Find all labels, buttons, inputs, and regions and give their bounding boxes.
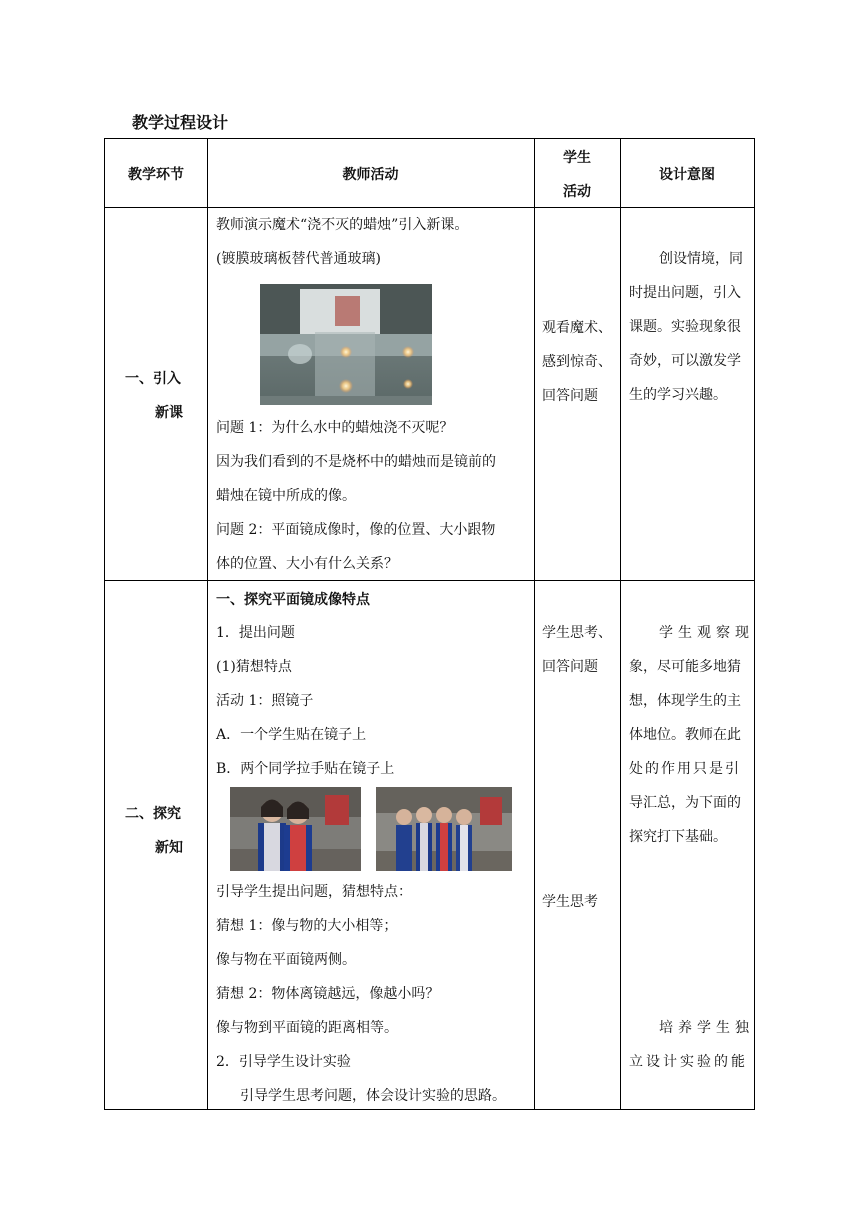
row2-student-line: 学生思考 [542, 894, 598, 910]
row2-intent-line: 导汇总，为下面的 [629, 795, 741, 811]
row2-teacher-line: (1)猜想特点 [216, 659, 292, 675]
column-divider [207, 139, 208, 1109]
row1-teacher-line: 教师演示魔术“浇不灭的蜡烛”引入新课。 [216, 217, 469, 233]
row2-teacher-line: 活动 1：照镜子 [216, 693, 314, 709]
row2-teacher-line: 像与物到平面镜的距离相等。 [216, 1020, 398, 1036]
row1-teacher-line: 问题 2：平面镜成像时，像的位置、大小跟物 [216, 522, 496, 538]
row1-teacher-line: 蜡烛在镜中所成的像。 [216, 488, 356, 504]
column-divider [620, 139, 621, 1109]
row1-teacher-line: (镀膜玻璃板替代普通玻璃) [216, 251, 381, 267]
page-title: 教学过程设计 [132, 113, 229, 132]
row1-intent-line: 课题。实验现象很 [629, 319, 741, 335]
row2-teacher-line: 猜想 2：物体离镜越远，像越小吗？ [216, 986, 440, 1002]
row2-intent-line: 象，尽可能多地猜 [629, 659, 741, 675]
row2-intent-line: 立设计实验的能 [629, 1054, 748, 1070]
row1-intent-line: 奇妙，可以激发学 [629, 353, 741, 369]
mirror-activity-photo-two-students [376, 787, 512, 871]
row2-stage-line1: 二、探究 [125, 806, 181, 822]
row2-teacher-line: 2．引导学生设计实验 [216, 1054, 351, 1070]
row2-stage-line2: 新知 [155, 840, 183, 856]
row1-intent-line: 创设情境，同 [659, 251, 743, 267]
mirror-activity-photo-one-student [230, 787, 361, 871]
row2-teacher-line: B．两个同学拉手贴在镜子上 [216, 761, 395, 777]
header-teacher-activity: 教师活动 [342, 167, 399, 183]
row1-intent-line: 生的学习兴趣。 [629, 387, 727, 403]
row1-teacher-line: 体的位置、大小有什么关系？ [216, 556, 398, 572]
header-student-activity-line1: 学生 [563, 150, 591, 166]
header-design-intent: 设计意图 [659, 167, 715, 183]
row2-teacher-line: 1．提出问题 [216, 625, 295, 641]
row2-teacher-line: 猜想 1：像与物的大小相等； [216, 918, 398, 934]
row1-intent-line: 时提出问题，引入 [629, 285, 741, 301]
row2-student-line: 学生思考、 [542, 625, 612, 641]
row1-student-line: 回答问题 [542, 388, 598, 404]
row2-intent-line: 处的作用只是引 [629, 761, 741, 777]
row2-section-heading: 一、探究平面镜成像特点 [216, 592, 370, 608]
row2-intent-line: 想，体现学生的主 [629, 693, 741, 709]
row2-teacher-line: A．一个学生贴在镜子上 [216, 727, 367, 743]
row2-intent-line: 学生观察现 [659, 625, 754, 641]
row2-intent-line: 培养学生独 [659, 1020, 754, 1036]
row1-student-line: 观看魔术、 [542, 320, 612, 336]
header-stage: 教学环节 [128, 167, 184, 183]
row1-stage-line1: 一、引入 [125, 371, 181, 387]
candle-experiment-photo [260, 284, 432, 405]
row1-teacher-line: 问题 1：为什么水中的蜡烛浇不灭呢？ [216, 420, 454, 436]
row-divider [105, 580, 754, 581]
header-student-activity-line2: 活动 [563, 184, 591, 200]
row2-student-line: 回答问题 [542, 659, 598, 675]
row2-teacher-line: 像与物在平面镜两侧。 [216, 952, 356, 968]
row2-intent-line: 体地位。教师在此 [629, 727, 741, 743]
row1-stage-line2: 新课 [155, 405, 183, 421]
row1-teacher-line: 因为我们看到的不是烧杯中的蜡烛而是镜前的 [216, 454, 496, 470]
lesson-design-table [104, 138, 755, 1110]
row1-student-line: 感到惊奇、 [542, 354, 612, 370]
row2-teacher-line: 引导学生提出问题，猜想特点： [216, 884, 412, 900]
column-divider [534, 139, 535, 1109]
row2-intent-line: 探究打下基础。 [629, 829, 727, 845]
row2-teacher-line: 引导学生思考问题，体会设计实验的思路。 [240, 1088, 506, 1104]
